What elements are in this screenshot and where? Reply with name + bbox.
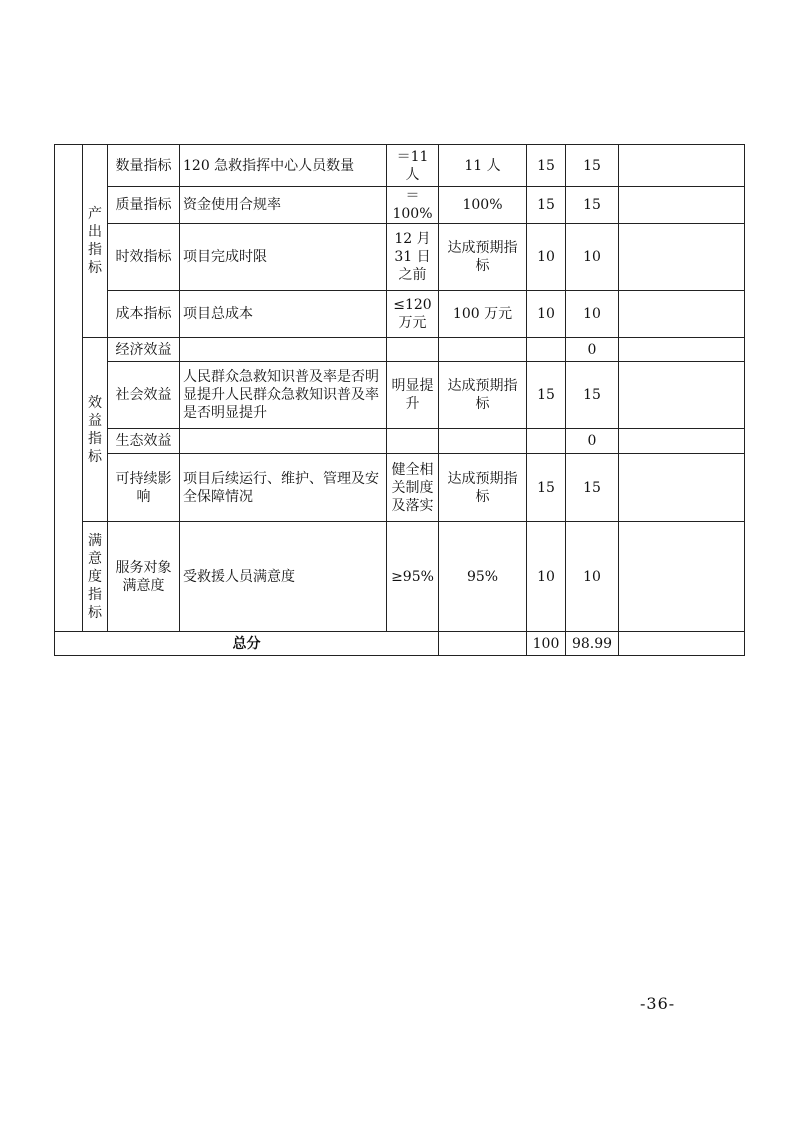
indicator-cell [180, 429, 387, 454]
indicator-cell: 120 急救指挥中心人员数量 [180, 145, 387, 187]
note-cell [619, 362, 745, 429]
actual-cell: 100 万元 [439, 291, 527, 338]
outer-blank-cell [55, 145, 83, 632]
indicator-cell: 资金使用合规率 [180, 187, 387, 224]
score-cell: 10 [566, 224, 619, 291]
note-cell [619, 522, 745, 632]
indicator-cell: 人民群众急救知识普及率是否明显提升人民群众急救知识普及率是否明显提升 [180, 362, 387, 429]
total-actual-cell [439, 632, 527, 656]
score-cell: 0 [566, 429, 619, 454]
category-cell: 质量指标 [108, 187, 180, 224]
note-cell [619, 291, 745, 338]
table-row [55, 522, 745, 632]
category-cell: 服务对象满意度 [108, 522, 180, 632]
target-cell: 明显提升 [387, 362, 439, 429]
actual-cell [439, 338, 527, 362]
weight-cell: 15 [527, 362, 566, 429]
score-cell: 15 [566, 187, 619, 224]
category-cell: 时效指标 [108, 224, 180, 291]
weight-cell: 10 [527, 224, 566, 291]
table-row [55, 362, 745, 429]
actual-cell: 达成预期指标 [439, 454, 527, 522]
table-row [55, 145, 745, 187]
target-cell: ≤120 万元 [387, 291, 439, 338]
score-cell: 0 [566, 338, 619, 362]
weight-cell [527, 338, 566, 362]
actual-cell: 达成预期指标 [439, 362, 527, 429]
category-cell: 数量指标 [108, 145, 180, 187]
performance-table [54, 144, 745, 656]
actual-cell: 达成预期指标 [439, 224, 527, 291]
table-row [55, 224, 745, 291]
page-number: -36- [640, 994, 676, 1013]
indicator-cell [180, 338, 387, 362]
table-row [55, 454, 745, 522]
weight-cell [527, 429, 566, 454]
target-cell: ＝11 人 [387, 145, 439, 187]
target-cell [387, 429, 439, 454]
actual-cell [439, 429, 527, 454]
category-cell: 生态效益 [108, 429, 180, 454]
category-cell: 可持续影响 [108, 454, 180, 522]
target-cell: 12 月 31 日之前 [387, 224, 439, 291]
note-cell [619, 454, 745, 522]
total-row [55, 632, 745, 656]
score-cell: 10 [566, 522, 619, 632]
target-cell: ≥95% [387, 522, 439, 632]
category-cell: 成本指标 [108, 291, 180, 338]
group-label-output: 产出指标 [83, 145, 108, 338]
total-weight-cell: 100 [527, 632, 566, 656]
group-label-satisfaction: 满意度指标 [83, 522, 108, 632]
note-cell [619, 145, 745, 187]
total-label: 总分 [55, 632, 439, 656]
indicator-cell: 项目完成时限 [180, 224, 387, 291]
score-cell: 10 [566, 291, 619, 338]
table-row [55, 429, 745, 454]
group-label-benefit: 效益指标 [83, 338, 108, 522]
total-score-cell: 98.99 [566, 632, 619, 656]
target-cell: 健全相关制度及落实 [387, 454, 439, 522]
indicator-cell: 项目总成本 [180, 291, 387, 338]
total-note-cell [619, 632, 745, 656]
table-row [55, 291, 745, 338]
note-cell [619, 187, 745, 224]
weight-cell: 10 [527, 291, 566, 338]
score-cell: 15 [566, 362, 619, 429]
indicator-cell: 项目后续运行、维护、管理及安全保障情况 [180, 454, 387, 522]
weight-cell: 15 [527, 454, 566, 522]
table-row [55, 338, 745, 362]
note-cell [619, 338, 745, 362]
actual-cell: 11 人 [439, 145, 527, 187]
note-cell [619, 429, 745, 454]
score-cell: 15 [566, 454, 619, 522]
weight-cell: 15 [527, 187, 566, 224]
weight-cell: 10 [527, 522, 566, 632]
actual-cell: 95% [439, 522, 527, 632]
target-cell [387, 338, 439, 362]
table-row [55, 187, 745, 224]
actual-cell: 100% [439, 187, 527, 224]
note-cell [619, 224, 745, 291]
weight-cell: 15 [527, 145, 566, 187]
indicator-cell: 受救援人员满意度 [180, 522, 387, 632]
category-cell: 经济效益 [108, 338, 180, 362]
target-cell: ＝100% [387, 187, 439, 224]
score-cell: 15 [566, 145, 619, 187]
category-cell: 社会效益 [108, 362, 180, 429]
